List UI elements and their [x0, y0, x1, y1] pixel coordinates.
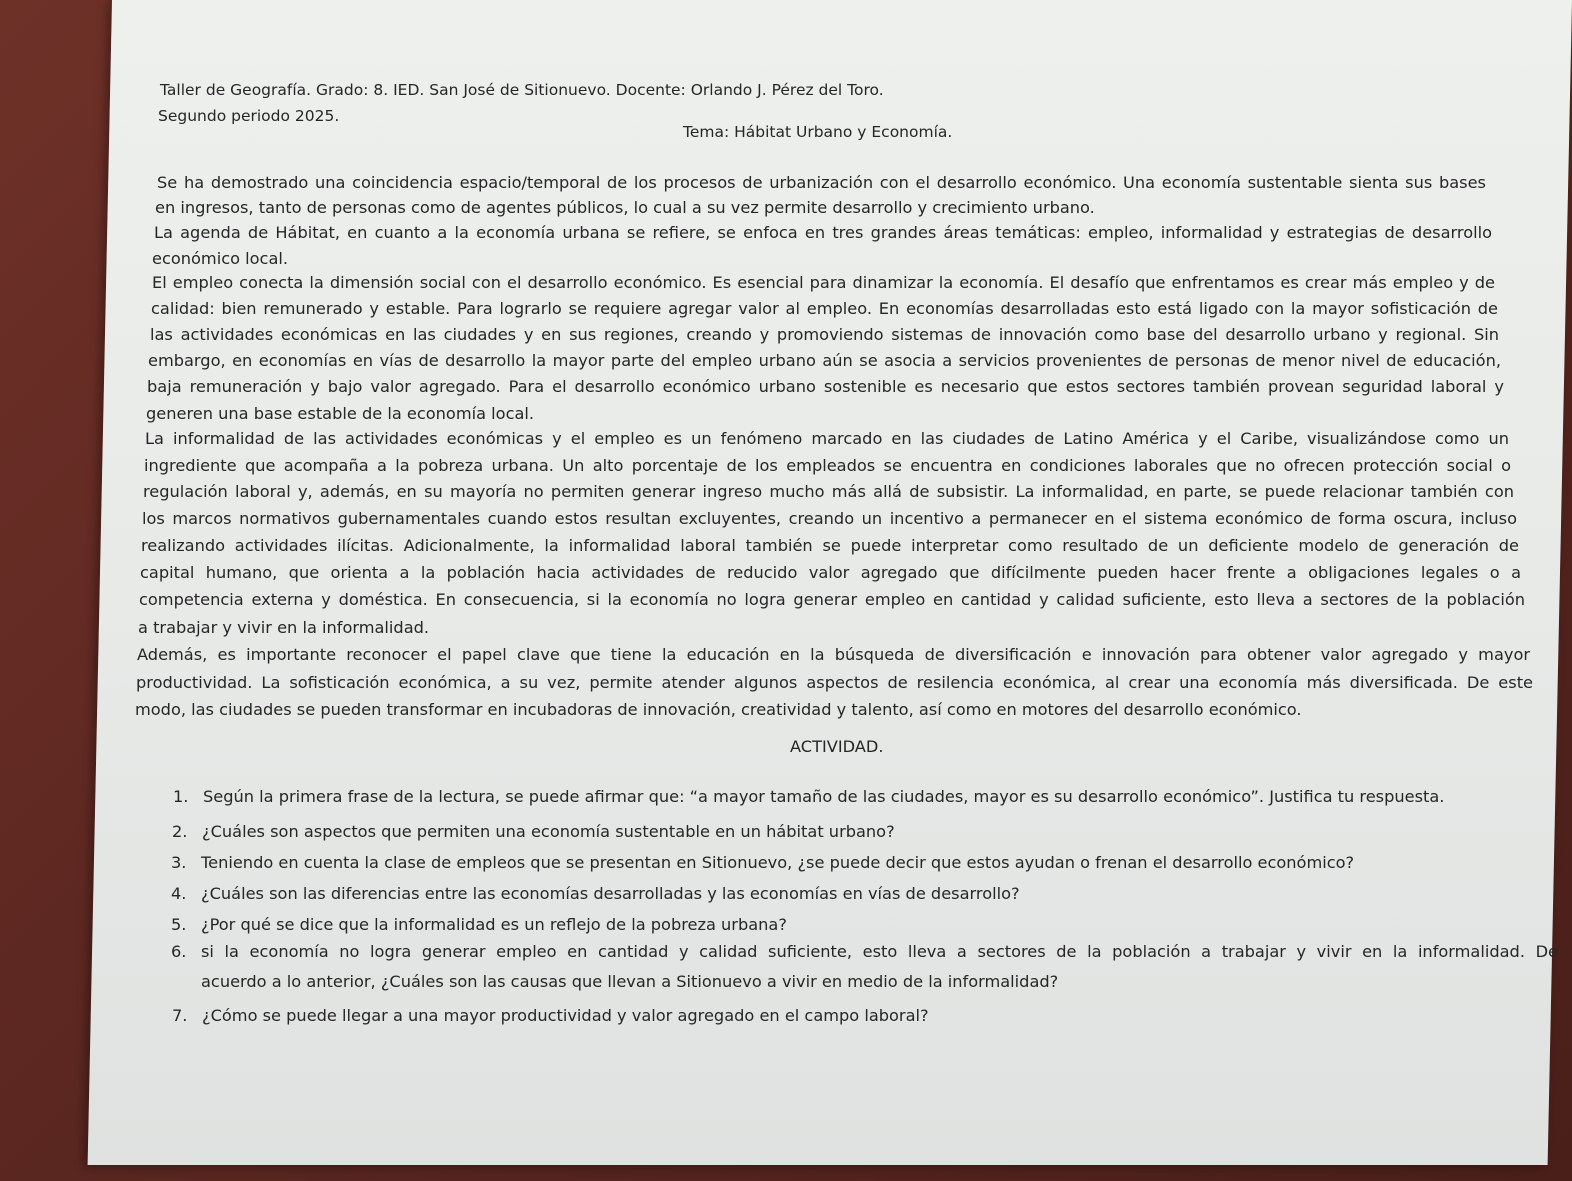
question-number: 2. — [172, 822, 188, 841]
reading-line: en ingresos, tanto de personas como de agentes públicos, lo cual a su vez permite desarrollo y crecimiento urbano. — [155, 198, 1095, 217]
question-number: 1. — [173, 787, 189, 806]
reading-line: realizando actividades ilícitas. Adicionalmente, la informalidad laboral también se puede interpretar como resultado de un deficiente modelo de generación de — [141, 536, 1519, 555]
question-item — [171, 882, 1020, 905]
topic-title: Tema: Hábitat Urbano y Economía. — [683, 123, 953, 141]
question-item — [171, 851, 1354, 874]
question-number: 3. — [171, 853, 187, 872]
activity-title: ACTIVIDAD. — [790, 737, 884, 756]
question-item — [173, 785, 1444, 808]
question-text: ¿Cuáles son aspectos que permiten una economía sustentable en un hábitat urbano? — [202, 822, 895, 841]
reading-line: ingrediente que acompaña a la pobreza urbana. Un alto porcentaje de los empleados se encuentra en condiciones laborales que no ofrecen protección social o — [144, 456, 1511, 475]
question-text: Según la primera frase de la lectura, se puede afirmar que: “a mayor tamaño de las ciudades, mayor es su desarrollo económico”. Justifica tu respuesta. — [203, 787, 1445, 806]
question-text: ¿Cuáles son las diferencias entre las economías desarrolladas y las economías en vías de desarrollo? — [201, 884, 1020, 903]
reading-line: económico local. — [152, 249, 289, 268]
question-number: 7. — [172, 1006, 188, 1025]
reading-line: capital humano, que orienta a la población hacia actividades de reducido valor agregado que difícilmente pueden hacer frente a obligaciones legales o a — [140, 563, 1521, 582]
header-period: Segundo periodo 2025. — [158, 107, 340, 125]
question-item — [171, 940, 1558, 963]
question-item — [171, 913, 787, 936]
question-text: si la economía no logra generar empleo en cantidad y calidad suficiente, esto lleva a sectores de la población a trabajar y vivir en la informalidad. De — [201, 942, 1558, 961]
reading-line: Además, es importante reconocer el papel clave que tiene la educación en la búsqueda de diversificación e innovación para obtener valor agregado y mayor — [137, 645, 1530, 664]
reading-line: las actividades económicas en las ciudades y en sus regiones, creando y promoviendo sistemas de innovación como base del desarrollo urbano y regional. Sin — [150, 325, 1499, 344]
reading-line: competencia externa y doméstica. En consecuencia, si la economía no logra generar empleo en cantidad y calidad suficiente, esto lleva a sectores de la población — [139, 590, 1525, 609]
question-number: 6. — [171, 942, 187, 961]
question-item — [172, 1004, 929, 1027]
question-number: 5. — [171, 915, 187, 934]
reading-line: modo, las ciudades se pueden transformar en incubadoras de innovación, creatividad y talento, así como en motores del desarrollo económico. — [135, 700, 1302, 719]
header-title: Taller de Geografía. Grado: 8. IED. San José de Sitionuevo. Docente: Orlando J. Pérez del Toro. — [160, 81, 884, 99]
reading-line: productividad. La sofisticación económica, a su vez, permite atender algunos aspectos de resilencia económica, al crear una economía más diversificada. De este — [136, 673, 1533, 692]
question-text: Teniendo en cuenta la clase de empleos que se presentan en Sitionuevo, ¿se puede decir que estos ayudan o frenan el desarrollo económico? — [201, 853, 1355, 872]
reading-line: embargo, en economías en vías de desarrollo la mayor parte del empleo urbano aún se asocia a servicios provenientes de personas de menor nivel de educación, — [148, 351, 1501, 370]
reading-line: La informalidad de las actividades económicas y el empleo es un fenómeno marcado en las ciudades de Latino América y el Caribe, visualizándose como un — [145, 429, 1509, 448]
question-item — [172, 820, 895, 843]
question-continuation — [201, 970, 1058, 993]
reading-line: generen una base estable de la economía local. — [146, 404, 535, 423]
reading-line: Se ha demostrado una coincidencia espacio/temporal de los procesos de urbanización con el desarrollo económico. Una economía sustentable sienta sus bases — [157, 173, 1486, 192]
question-number: 4. — [171, 884, 187, 903]
reading-line: baja remuneración y bajo valor agregado. Para el desarrollo económico urbano sostenible es necesario que estos sectores también provean seguridad laboral y — [147, 377, 1504, 396]
question-text: acuerdo a lo anterior, ¿Cuáles son las causas que llevan a Sitionuevo a vivir en medio de la informalidad? — [201, 972, 1059, 991]
reading-line: El empleo conecta la dimensión social con el desarrollo económico. Es esencial para dinamizar la economía. El desafío que enfrentamos es crear más empleo y de — [152, 273, 1495, 292]
reading-line: regulación laboral y, además, en su mayoría no permiten generar ingreso mucho más allá de subsistir. La informalidad, en parte, se puede relacionar también con — [143, 482, 1514, 501]
reading-line: a trabajar y vivir en la informalidad. — [138, 618, 430, 637]
reading-line: calidad: bien remunerado y estable. Para lograrlo se requiere agregar valor al empleo. En economías desarrolladas esto está ligado con la mayor sofisticación de — [151, 299, 1498, 318]
question-text: ¿Por qué se dice que la informalidad es un reflejo de la pobreza urbana? — [201, 915, 787, 934]
reading-line: los marcos normativos gubernamentales cuando estos resultan excluyentes, creando un incentivo a permanecer en el sistema económico de forma oscura, incluso — [142, 509, 1517, 528]
question-text: ¿Cómo se puede llegar a una mayor productividad y valor agregado en el campo laboral? — [202, 1006, 929, 1025]
reading-line: La agenda de Hábitat, en cuanto a la economía urbana se refiere, se enfoca en tres grandes áreas temáticas: empleo, informalidad y estrategias de desarrollo — [154, 223, 1492, 242]
